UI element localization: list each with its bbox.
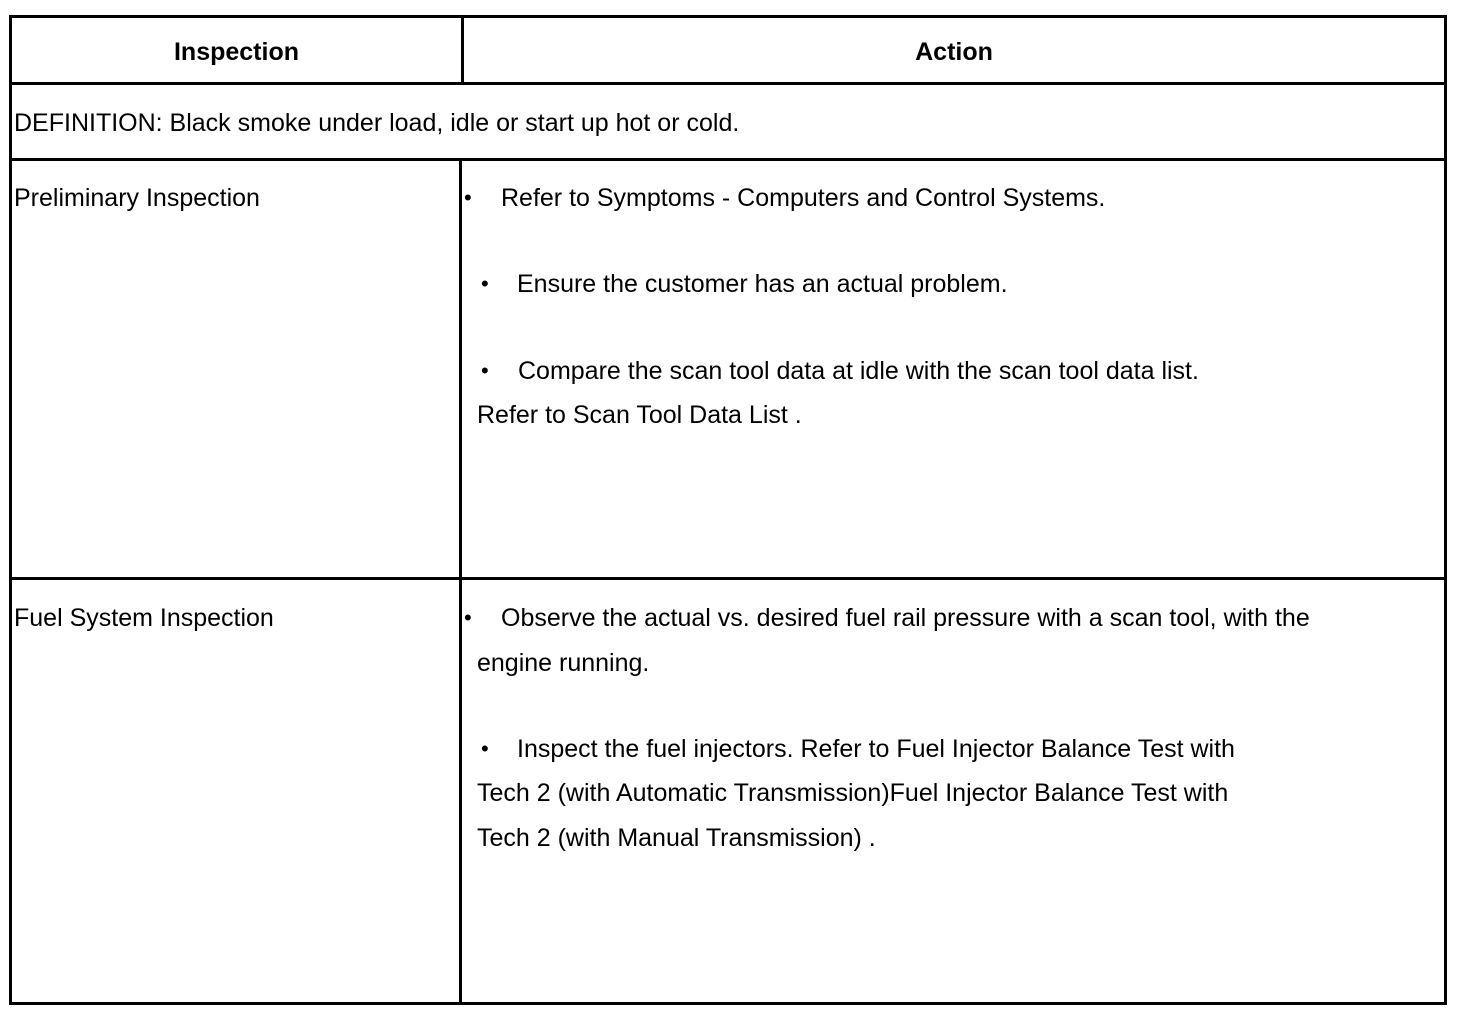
header-divider xyxy=(12,82,1444,85)
row-inspection-label: Preliminary Inspection xyxy=(14,184,260,212)
bullet: • xyxy=(481,736,489,761)
action-item: Refer to Symptoms - Computers and Control Systems. xyxy=(501,184,1106,212)
diagnostic-table xyxy=(9,15,1447,1005)
action-item: Observe the actual vs. desired fuel rail pressure with a scan tool, with the xyxy=(501,604,1310,632)
row-divider xyxy=(12,577,1444,580)
bullet: • xyxy=(481,358,489,383)
header-inspection: Inspection xyxy=(173,38,299,66)
definition-text: DEFINITION: Black smoke under load, idle or start up hot or cold. xyxy=(14,109,740,137)
action-item: Inspect the fuel injectors. Refer to Fuel Injector Balance Test with xyxy=(517,735,1235,763)
action-continuation: Refer to Scan Tool Data List . xyxy=(477,401,802,429)
column-divider xyxy=(459,161,462,1002)
bullet: • xyxy=(464,605,472,630)
header-action: Action xyxy=(915,38,993,66)
action-continuation: engine running. xyxy=(477,649,650,677)
bullet: • xyxy=(481,271,489,296)
row-inspection-label: Fuel System Inspection xyxy=(14,604,274,632)
bullet: • xyxy=(464,185,472,210)
definition-divider xyxy=(12,158,1444,161)
action-continuation: Tech 2 (with Automatic Transmission)Fuel Injector Balance Test with xyxy=(477,779,1229,807)
action-item: Compare the scan tool data at idle with the scan tool data list. xyxy=(518,357,1199,385)
action-continuation: Tech 2 (with Manual Transmission) . xyxy=(477,824,876,852)
action-item: Ensure the customer has an actual problem. xyxy=(517,270,1008,298)
